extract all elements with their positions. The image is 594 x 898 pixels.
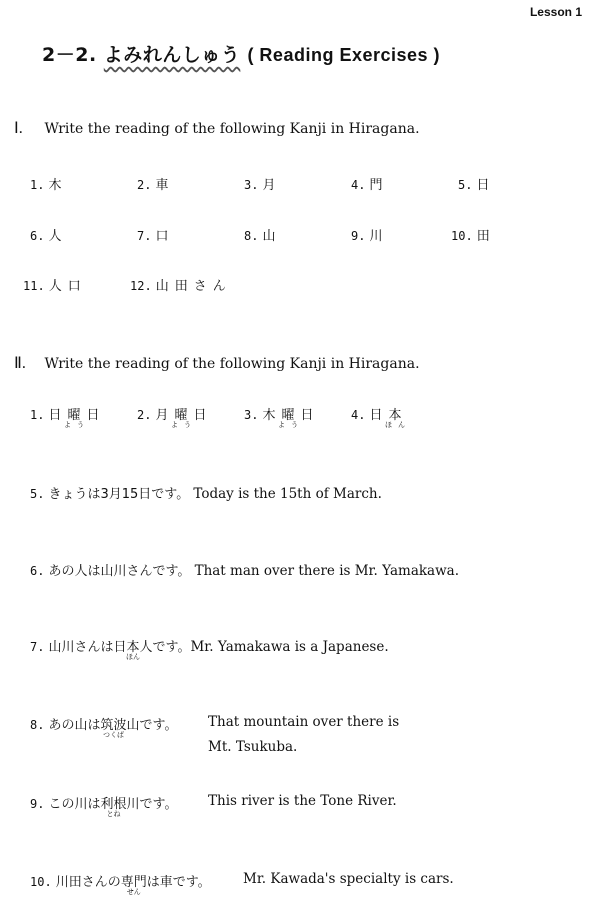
title-english: ( Reading Exercises ): [247, 45, 441, 65]
list-item: 1. 日曜 よう 日: [30, 408, 106, 429]
section-1-number: Ⅰ.: [14, 120, 23, 137]
sentence-item: 9. この川は利根 とね 川です。: [30, 797, 178, 818]
lesson-label: Lesson 1: [529, 5, 582, 19]
section-2-instruction: Write the reading of the following Kanji in Hiragana.: [44, 356, 420, 372]
list-item: 12. 山田さん: [130, 279, 232, 294]
list-item: 10. 田: [451, 229, 496, 244]
list-item: 9. 川: [351, 229, 389, 244]
list-item: 8. 山: [244, 229, 282, 244]
section-1-heading: [14, 118, 420, 138]
list-item: 4. 門: [351, 178, 389, 193]
sentence-item: 8. あの山は筑波 つくば 山です。: [30, 718, 178, 739]
list-item: 2. 月曜 よう 日: [137, 408, 213, 429]
sentence-translation: Mr. Kawada's specialty is cars.: [243, 871, 454, 887]
list-item: 5. 日: [458, 178, 496, 193]
sentence-translation-cont: Mt. Tsukuba.: [208, 739, 298, 755]
title-number: 2－2.: [42, 44, 97, 66]
sentence-item: 6. あの人は山川さんです。 That man over there is Mr. Yamakawa.: [30, 563, 459, 579]
sentence-translation: That mountain over there is: [208, 714, 400, 730]
list-item: 2. 車: [137, 178, 175, 193]
section-2-heading: [14, 353, 420, 373]
list-item: 6. 人: [30, 229, 68, 244]
title-kana: よみれんしゅう: [103, 44, 241, 66]
sentence-item: 5. きょうは3月15日です。 Today is the 15th of March.: [30, 486, 382, 502]
list-item: 4. 日本 ほん: [351, 408, 411, 429]
section-1-instruction: Write the reading of the following Kanji in Hiragana.: [44, 121, 420, 137]
list-item: 3. 月: [244, 178, 282, 193]
sentence-translation: This river is the Tone River.: [208, 793, 397, 809]
list-item: 11. 人口: [23, 279, 87, 294]
sentence-item: 7. 山川さんは日本 ほん 人です。Mr. Yamakawa is a Japanese.: [30, 639, 389, 661]
page-title: [42, 40, 440, 67]
list-item: 3. 木曜 よう 日: [244, 408, 320, 429]
list-item: 7. 口: [137, 229, 175, 244]
section-2-number: Ⅱ.: [14, 355, 26, 372]
sentence-item: 10. 川田さんの専門 せん は車です。: [30, 875, 211, 896]
list-item: 1. 木: [30, 178, 68, 193]
